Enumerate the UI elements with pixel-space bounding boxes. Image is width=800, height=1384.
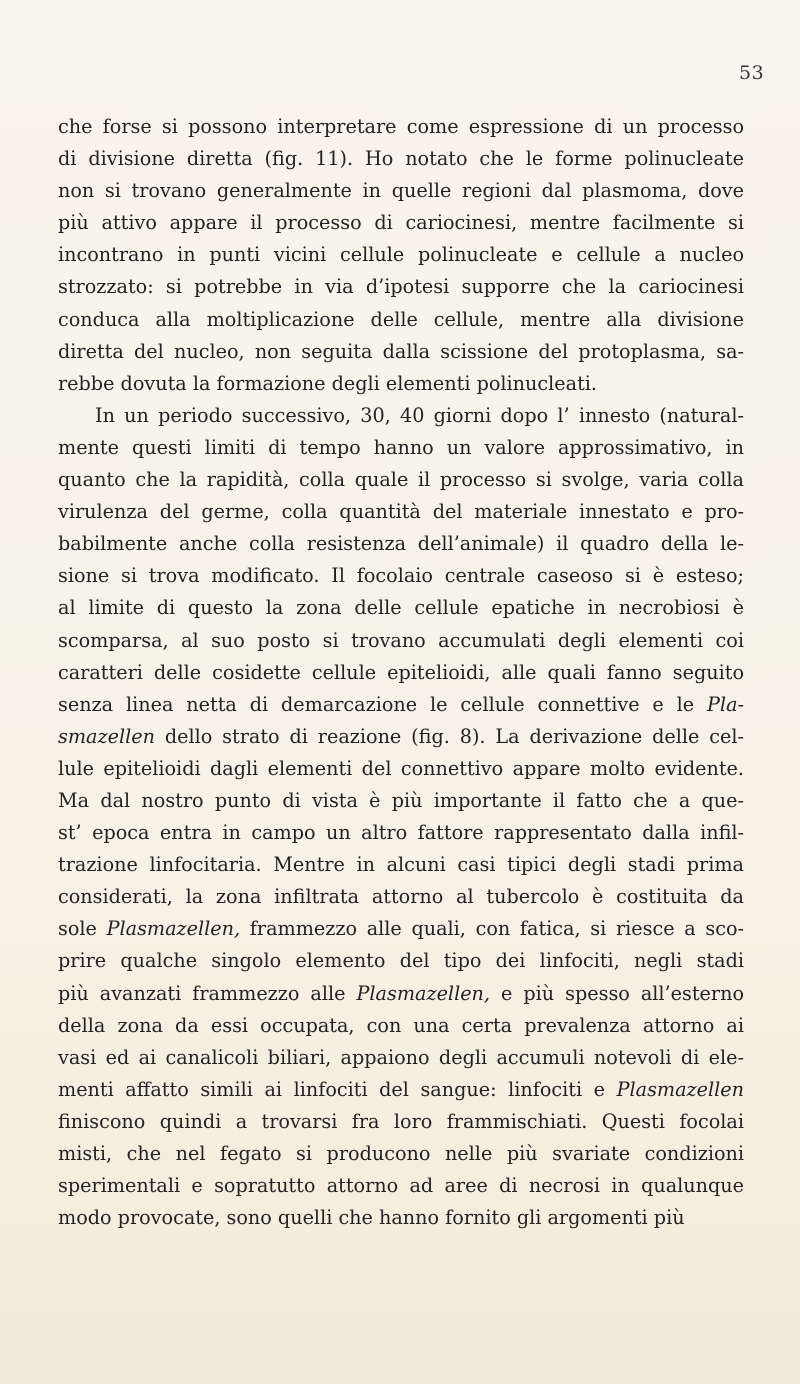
text-run: senza linea netta di demarcazione le cellule connettive e le [58, 692, 708, 716]
text-line [58, 1074, 744, 1106]
text-run: finiscono quindi a trovarsi fra loro frammischiati. Questi focolai [58, 1109, 744, 1133]
text-run: scomparsa, al suo posto si trovano accumulati degli elementi coi [58, 628, 744, 652]
text-run: sperimentali e sopratutto attorno ad aree di necrosi in qualunque [58, 1174, 744, 1198]
text-line [58, 945, 744, 977]
text-line [58, 304, 744, 336]
text-line [58, 978, 744, 1010]
text-run: non si trovano generalmente in quelle regioni dal plasmoma, dove [58, 179, 744, 203]
text-line [58, 336, 744, 368]
text-line [58, 785, 744, 817]
text-run: al limite di questo la zona delle cellule epatiche in necrobiosi è [58, 596, 744, 620]
text-run: modo provocate, sono quelli che hanno fornito gli argomenti più [58, 1206, 685, 1230]
text-run: sione si trova modificato. Il focolaio centrale caseoso si è esteso; [58, 564, 744, 588]
text-run: conduca alla moltiplicazione delle cellule, mentre alla divisione [58, 307, 744, 331]
text-run: rebbe dovuta la formazione degli elementi polinucleati. [58, 371, 598, 395]
text-run: più attivo appare il processo di cariocinesi, mentre facilmente si [58, 211, 744, 235]
text-line [58, 625, 744, 657]
text-line [58, 207, 744, 239]
text-run: Ma dal nostro punto di vista è più importante il fatto che a que- [58, 788, 744, 812]
text-line [58, 496, 744, 528]
text-run: diretta del nucleo, non seguita dalla scissione del protoplasma, sa- [58, 339, 744, 363]
text-line [58, 849, 744, 881]
body-text [58, 111, 744, 1234]
text-line [58, 592, 744, 624]
text-line [58, 175, 744, 207]
text-line [58, 881, 744, 913]
text-line [58, 368, 744, 400]
text-run: caratteri delle cosidette cellule epitelioidi, alle quali fanno seguito [58, 660, 744, 684]
text-run: quanto che la rapidità, colla quale il processo si svolge, varia colla [58, 468, 744, 492]
italic-term: Plasmazellen, [106, 917, 241, 941]
italic-term: Pla- [707, 692, 744, 716]
text-line [58, 1106, 744, 1138]
text-run: lule epitelioidi dagli elementi del connettivo appare molto evidente. [58, 756, 744, 780]
text-run: sole [58, 917, 107, 941]
text-line [58, 753, 744, 785]
text-line [58, 817, 744, 849]
text-line [58, 432, 744, 464]
text-line [58, 528, 744, 560]
text-run: incontrano in punti vicini cellule polinucleate e cellule a nucleo [58, 243, 744, 267]
page-number: 53 [739, 62, 765, 84]
text-line [58, 1138, 744, 1170]
text-run: In un periodo successivo, 30, 40 giorni dopo l’ innesto (natural- [95, 403, 744, 427]
text-line [58, 400, 744, 432]
text-line [58, 143, 744, 175]
text-run: trazione linfocitaria. Mentre in alcuni casi tipici degli stadi prima [58, 853, 744, 877]
text-run: frammezzo alle quali, con fatica, si riesce a sco- [240, 917, 744, 941]
text-line [58, 1202, 744, 1234]
text-run: virulenza del germe, colla quantità del materiale innestato e pro- [58, 500, 744, 524]
text-run: che forse si possono interpretare come espressione di un processo [58, 115, 744, 138]
text-line [58, 271, 744, 303]
text-run: di divisione diretta (fig. 11). Ho notato che le forme polinucleate [58, 147, 744, 171]
italic-term: Plasmazellen [616, 1077, 744, 1101]
text-line [58, 1170, 744, 1202]
text-run: menti affatto simili ai linfociti del sangue: linfociti e [58, 1077, 617, 1101]
text-run: strozzato: si potrebbe in via d’ipotesi supporre che la cariocinesi [58, 275, 744, 299]
text-line [58, 1010, 744, 1042]
text-line [58, 721, 744, 753]
text-run: prire qualche singolo elemento del tipo dei linfociti, negli stadi [58, 949, 744, 973]
italic-term: Plasmazellen, [356, 981, 491, 1005]
italic-term: smazellen [58, 724, 155, 748]
text-line [58, 657, 744, 689]
text-line [58, 1042, 744, 1074]
text-run: della zona da essi occupata, con una certa prevalenza attorno ai [58, 1013, 744, 1037]
text-run: mente questi limiti di tempo hanno un valore approssimativo, in [58, 435, 744, 459]
text-line [58, 464, 744, 496]
text-run: st’ epoca entra in campo un altro fattore rappresentato dalla infil- [58, 821, 744, 845]
text-run: più avanzati frammezzo alle [58, 981, 357, 1005]
text-line [58, 239, 744, 271]
text-run: dello strato di reazione (fig. 8). La derivazione delle cel- [154, 724, 744, 748]
text-line [58, 689, 744, 721]
text-run: misti, che nel fegato si producono nelle più svariate condizioni [58, 1142, 744, 1165]
text-run: vasi ed ai canalicoli biliari, appaiono degli accumuli notevoli di ele- [58, 1045, 744, 1069]
text-run: considerati, la zona infiltrata attorno al tubercolo è costituita da [58, 885, 744, 909]
text-line [58, 111, 744, 143]
text-line [58, 560, 744, 592]
text-run: babilmente anche colla resistenza dell’animale) il quadro della le- [58, 532, 744, 556]
text-run: e più spesso all’esterno [490, 981, 744, 1005]
text-line [58, 913, 744, 945]
